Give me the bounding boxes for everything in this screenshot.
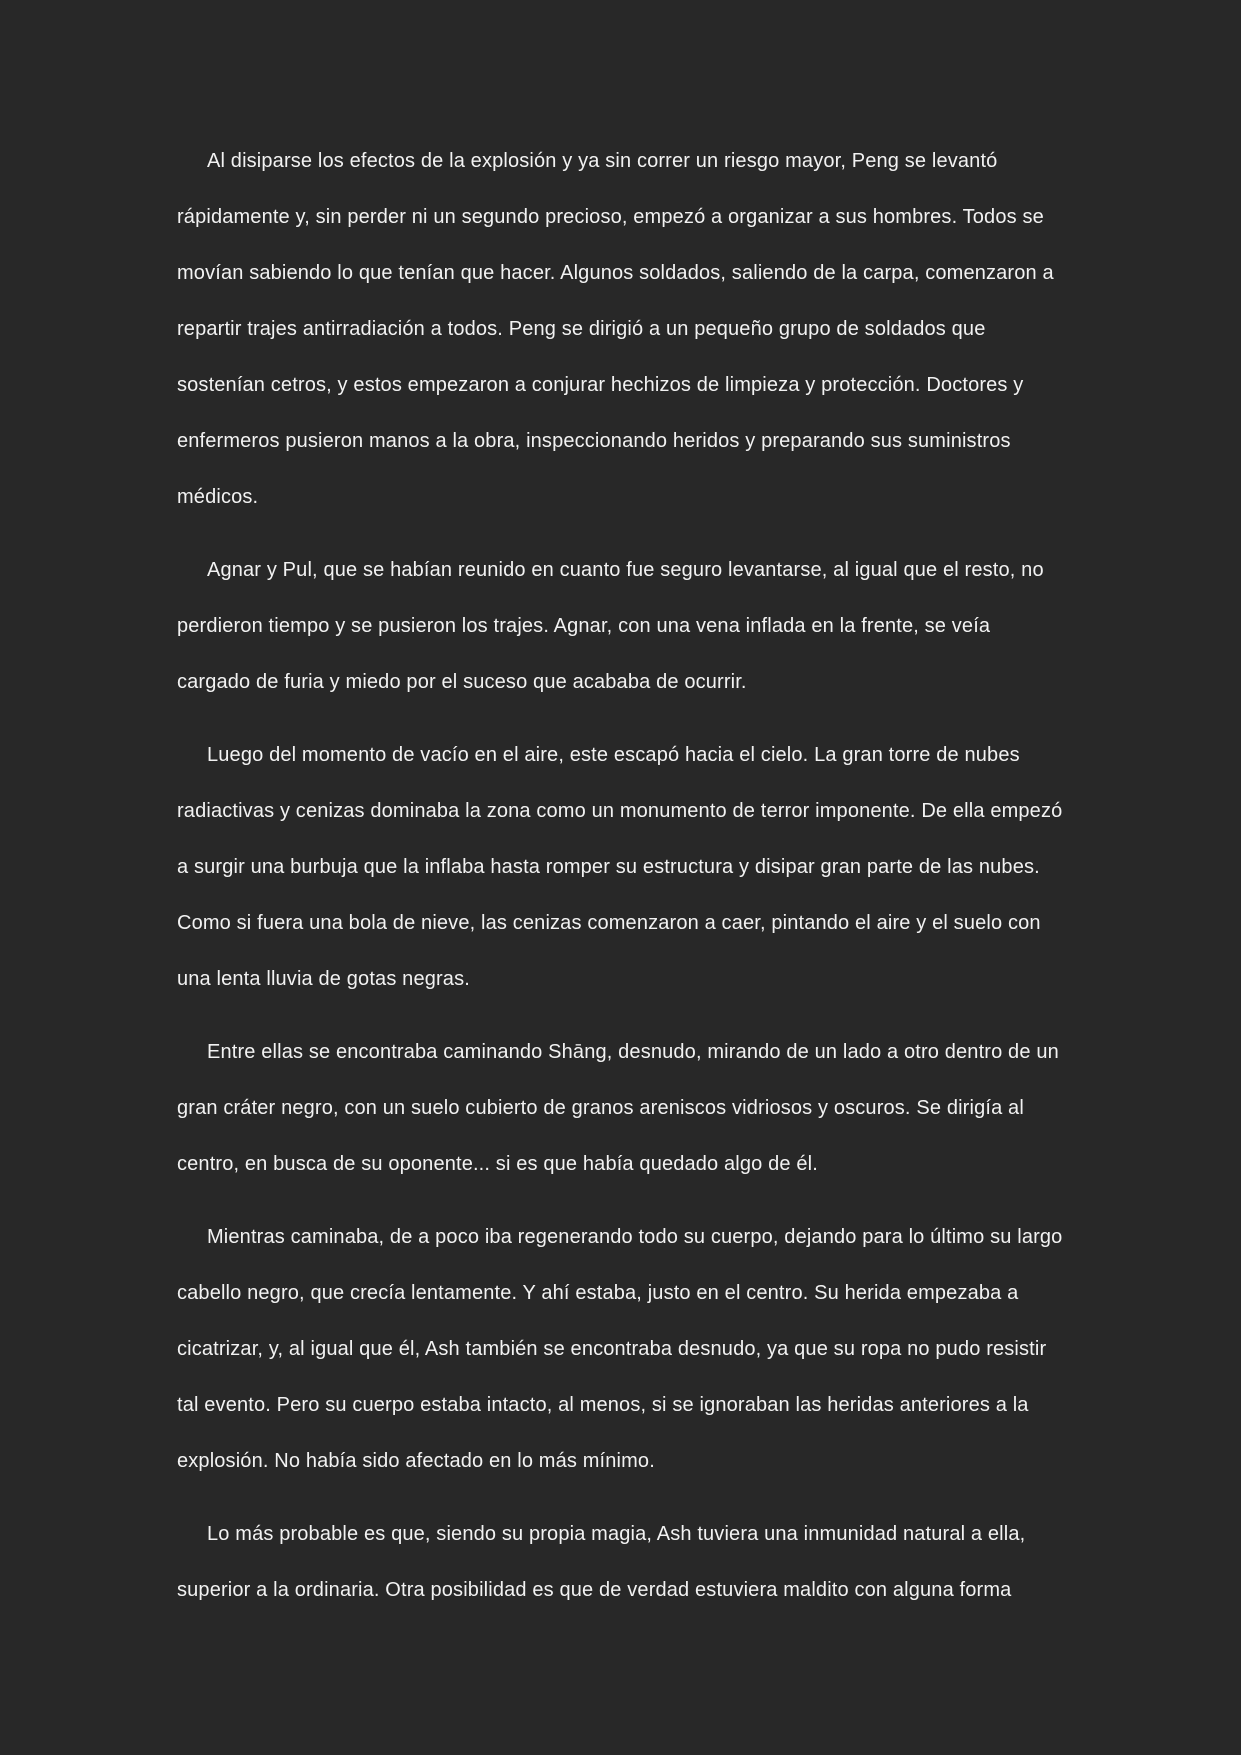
paragraph: Mientras caminaba, de a poco iba regenerando todo su cuerpo, dejando para lo último su largo cabello negro, que crecía lentamente. Y ahí estaba, justo en el centro. Su herida empezaba a cicatrizar, y, al igual que él, Ash también se encontraba desnudo, ya que su ropa no pudo resistir tal evento. Pero su cuerpo estaba intacto, al menos, si se ignoraban las heridas anteriores a la explosión. No había sido afectado en lo más mínimo. bbox=[177, 1226, 1063, 1472]
paragraph: Lo más probable es que, siendo su propia magia, Ash tuviera una inmunidad natural a ella, superior a la ordinaria. Otra posibilidad es que de verdad estuviera maldito con alguna forma bbox=[177, 1523, 1026, 1601]
paragraph: Al disiparse los efectos de la explosión y ya sin correr un riesgo mayor, Peng se levantó rápidamente y, sin perder ni un segundo precioso, empezó a organizar a sus hombres. Todos se movían sabiendo lo que tenían que hacer. Algunos soldados, saliendo de la carpa, comenzaron a repartir trajes antirradiación a todos. Peng se dirigió a un pequeño grupo de soldados que sostenían cetros, y estos empezaron a conjurar hechizos de limpieza y protección. Doctores y enfermeros pusieron manos a la obra, inspeccionando heridos y preparando sus suministros médicos. bbox=[177, 150, 1054, 508]
document-body bbox=[177, 133, 1067, 1635]
paragraph: Agnar y Pul, que se habían reunido en cuanto fue seguro levantarse, al igual que el resto, no perdieron tiempo y se pusieron los trajes. Agnar, con una vena inflada en la frente, se veía cargado de furia y miedo por el suceso que acababa de ocurrir. bbox=[177, 559, 1044, 693]
paragraph: Entre ellas se encontraba caminando Shāng, desnudo, mirando de un lado a otro dentro de un gran cráter negro, con un suelo cubierto de granos areniscos vidriosos y oscuros. Se dirigía al centro, en busca de su oponente... si es que había quedado algo de él. bbox=[177, 1041, 1059, 1175]
paragraph: Luego del momento de vacío en el aire, este escapó hacia el cielo. La gran torre de nubes radiactivas y cenizas dominaba la zona como un monumento de terror imponente. De ella empezó a surgir una burbuja que la inflaba hasta romper su estructura y disipar gran parte de las nubes. Como si fuera una bola de nieve, las cenizas comenzaron a caer, pintando el aire y el suelo con una lenta lluvia de gotas negras. bbox=[177, 744, 1063, 990]
